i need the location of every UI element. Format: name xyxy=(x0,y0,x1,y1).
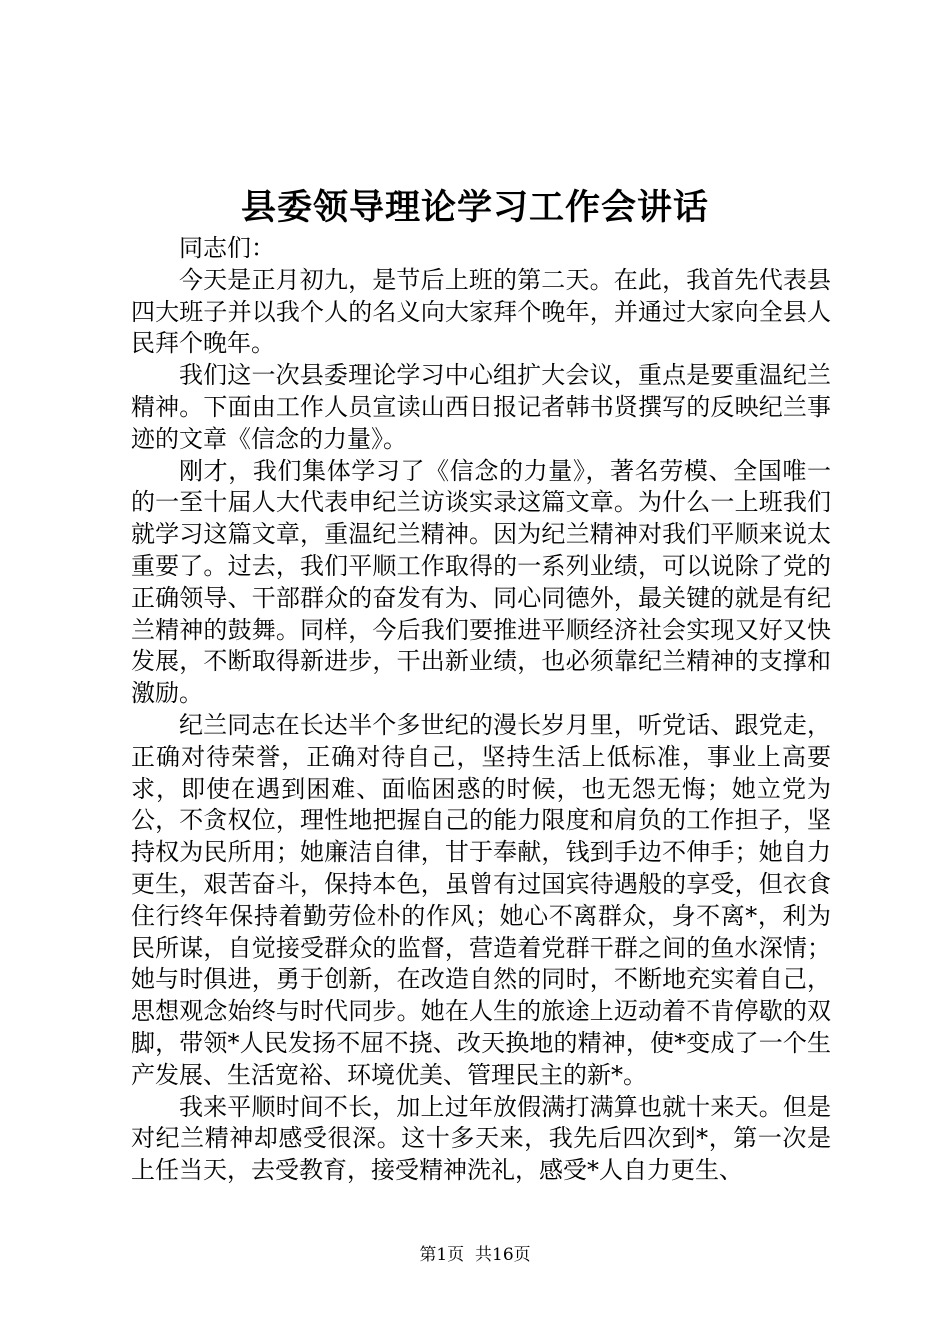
paragraph: 今天是正月初九，是节后上班的第二天。在此，我首先代表县四大班子并以我个人的名义向大家拜个晚年，并通过大家向全县人民拜个晚年。 xyxy=(131,265,831,358)
document-title: 县委领导理论学习工作会讲话 xyxy=(240,187,709,228)
page-number-total: 共16页 xyxy=(475,1245,531,1265)
page-number-current: 第1页 xyxy=(419,1245,465,1265)
paragraph-salutation: 同志们： xyxy=(179,234,275,262)
paragraph: 刚才，我们集体学习了《信念的力量》，著名劳模、全国唯一的一至十届人大代表申纪兰访谈实录这篇文章。为什么一上班我们就学习这篇文章，重温纪兰精神。因为纪兰精神对我们平顺来说太重要了。过去，我们平顺工作取得的一系列业绩，可以说除了党的正确领导、干部群众的奋发有为、同心同德外，最关键的就是有纪兰精神的鼓舞。同样，今后我们要推进平顺经济社会实现又好又快发展，不断取得新进步，干出新业绩，也必须靠纪兰精神的支撑和激励。 xyxy=(131,456,831,708)
paragraph: 我来平顺时间不长，加上过年放假满打满算也就十来天。但是对纪兰精神却感受很深。这十多天来，我先后四次到*，第一次是上任当天，去受教育，接受精神洗礼，感受*人自力更生、 xyxy=(131,1092,831,1185)
paragraph: 纪兰同志在长达半个多世纪的漫长岁月里，听党话、跟党走，正确对待荣誉，正确对待自己，坚持生活上低标准，事业上高要求，即使在遇到困难、面临困惑的时候，也无怨无悔；她立党为公，不贪权位，理性地把握自己的能力限度和肩负的工作担子，坚持权为民所用；她廉洁自律，甘于奉献，钱到手边不伸手；她自力更生，艰苦奋斗，保持本色，虽曾有过国宾待遇般的享受，但衣食住行终年保持着勤劳俭朴的作风；她心不离群众，身不离*，利为民所谋，自觉接受群众的监督，营造着党群干群之间的鱼水深情；她与时俱进，勇于创新，在改造自然的同时，不断地充实着自己，思想观念始终与时代同步。她在人生的旅途上迈动着不肯停歇的双脚，带领*人民发扬不屈不挠、改天换地的精神，使*变成了一个生产发展、生活宽裕、环境优美、管理民主的新*。 xyxy=(131,710,831,1089)
document-body xyxy=(131,233,831,1187)
paragraph: 我们这一次县委理论学习中心组扩大会议，重点是要重温纪兰精神。下面由工作人员宣读山西日报记者韩书贤撰写的反映纪兰事迹的文章《信念的力量》。 xyxy=(131,361,831,453)
footer-separator xyxy=(464,1245,475,1265)
page-footer xyxy=(0,1243,950,1267)
